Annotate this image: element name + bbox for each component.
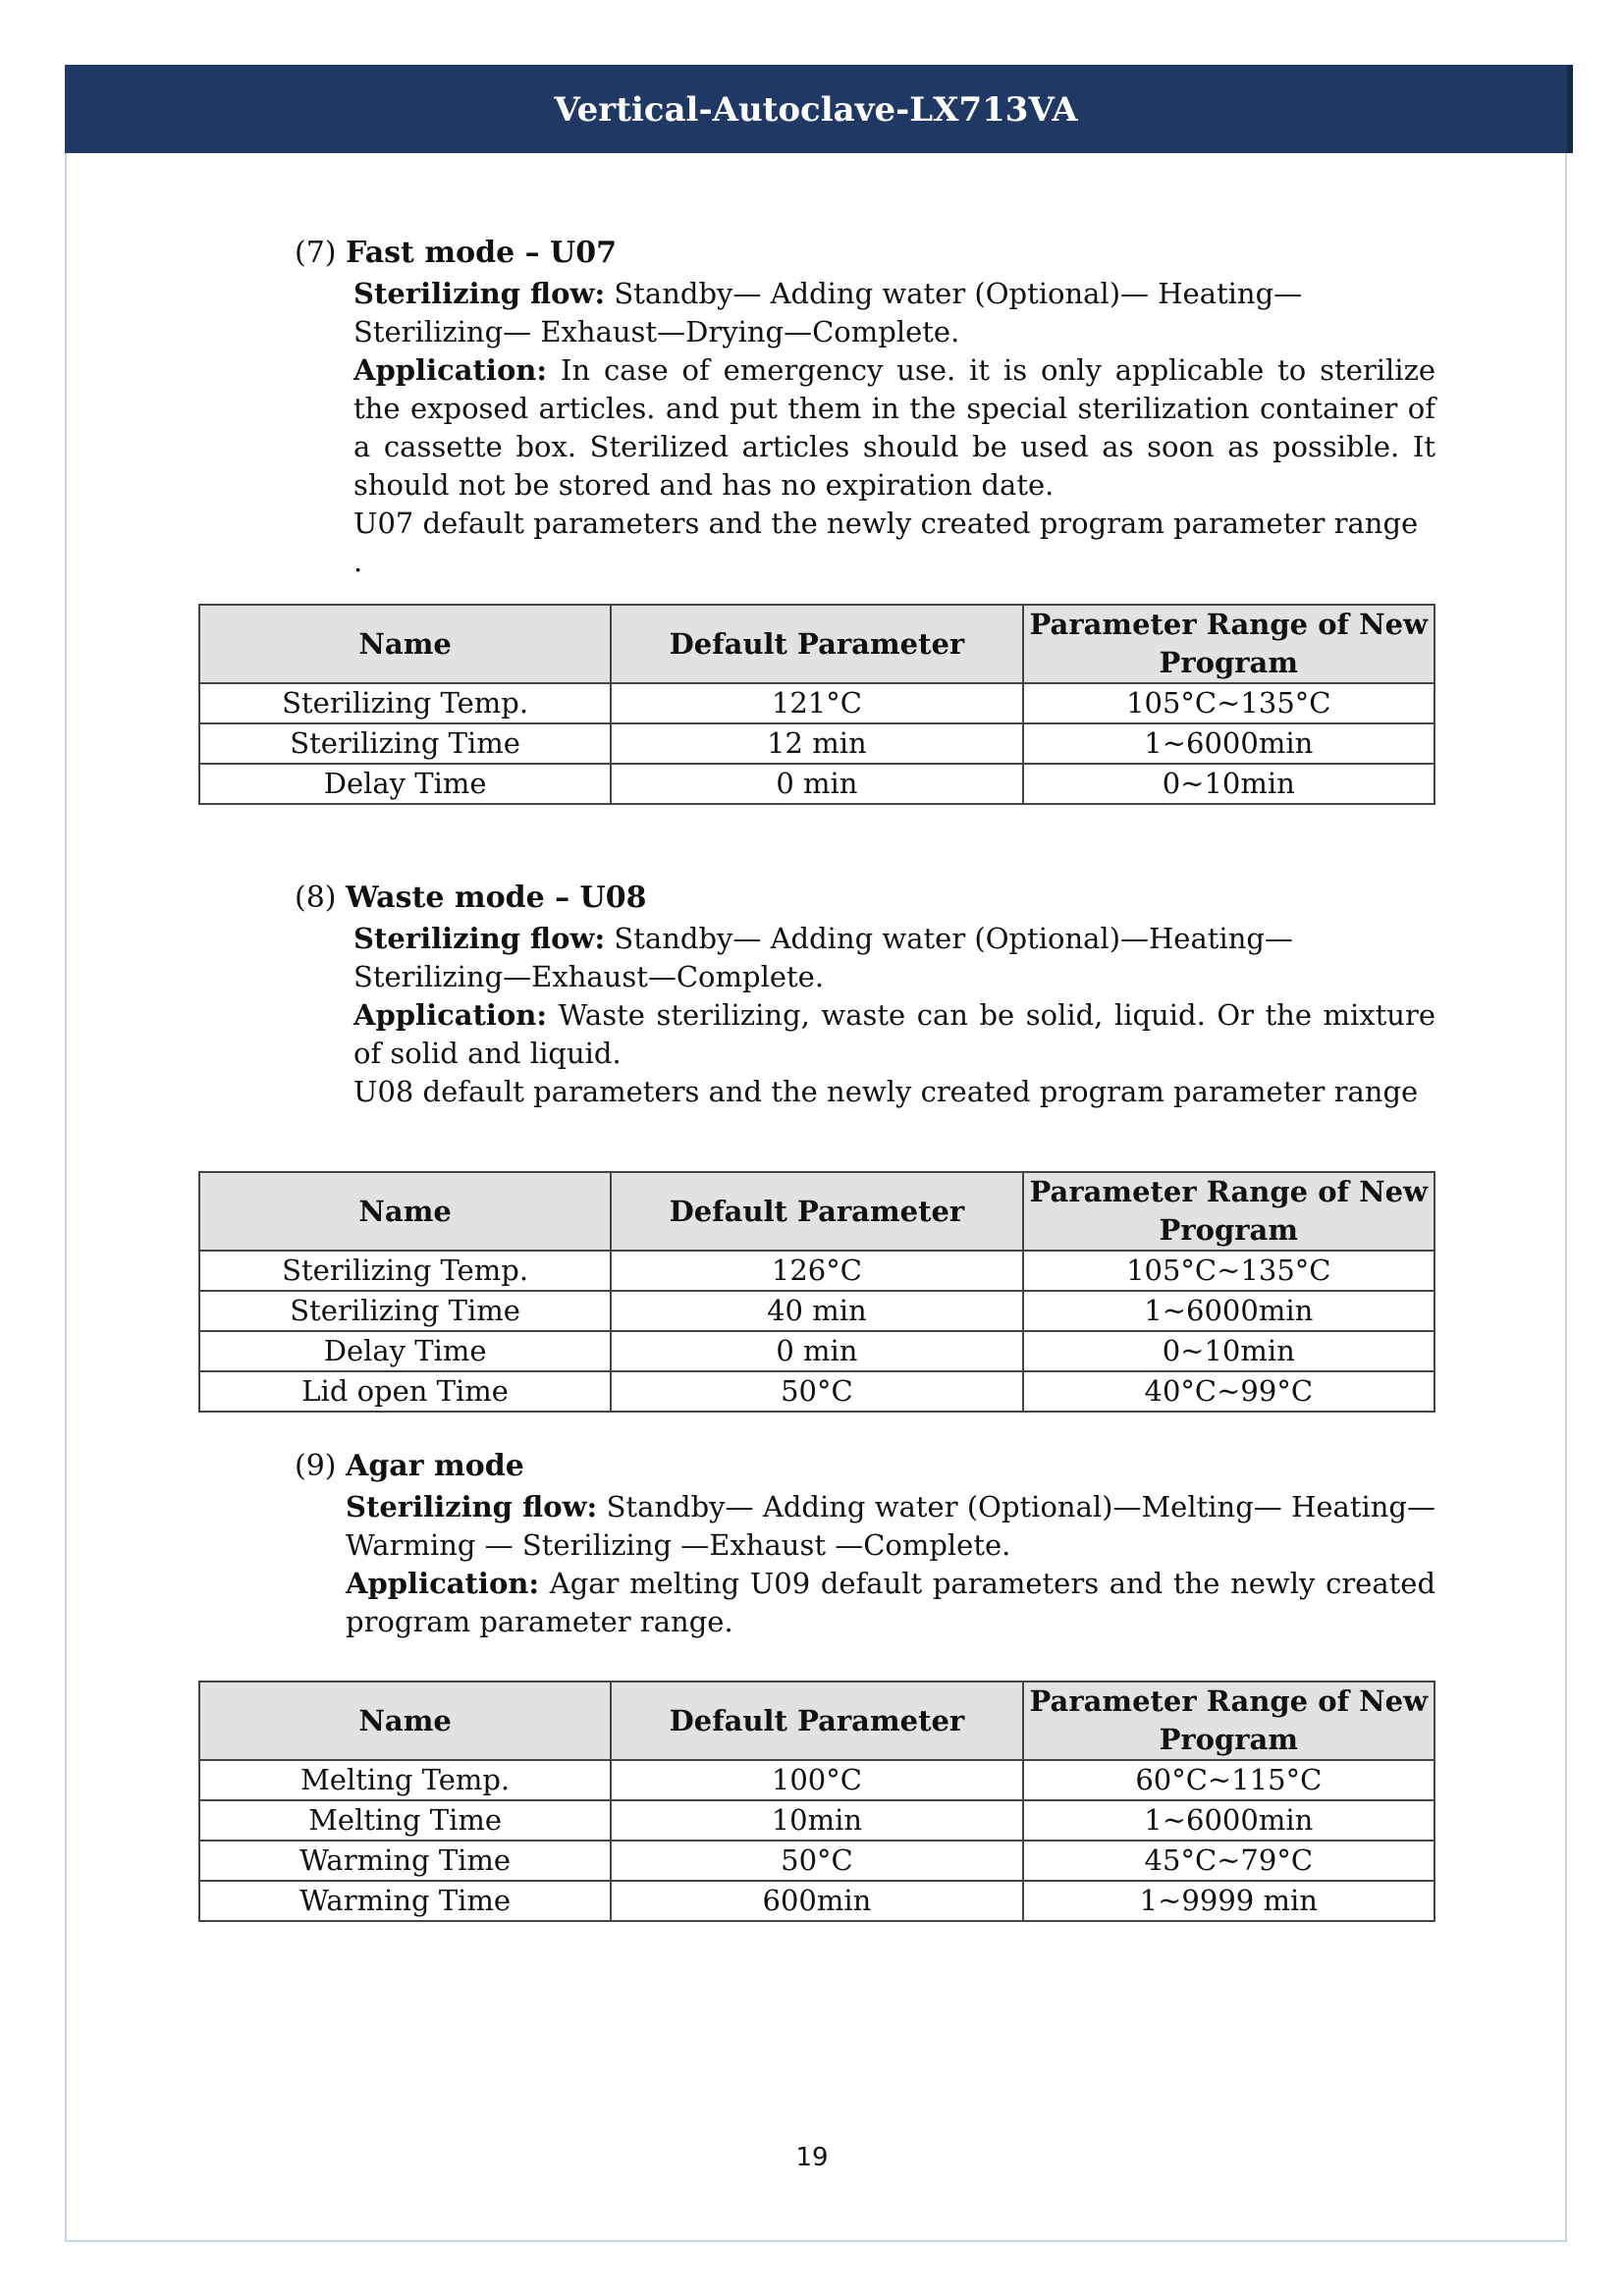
section-title-u08: [295, 881, 646, 915]
column-header: Parameter Range of New Program: [1023, 605, 1435, 683]
table-header-row: [199, 1172, 1435, 1251]
flow-paragraph-u07: [353, 275, 1435, 351]
table-cell: Delay Time: [199, 764, 611, 804]
column-header: Name: [199, 1172, 611, 1251]
flow-paragraph-u08: [353, 920, 1435, 996]
table-cell: Lid open Time: [199, 1371, 611, 1412]
table-row: [199, 1291, 1435, 1331]
table-row: [199, 683, 1435, 723]
table-cell: 126°C: [611, 1251, 1022, 1291]
table-cell: 12 min: [611, 723, 1022, 764]
table-cell: Sterilizing Temp.: [199, 683, 611, 723]
table-header-row: [199, 605, 1435, 683]
table-cell: 1~6000min: [1023, 1800, 1435, 1841]
section-heading: Agar mode: [346, 1449, 524, 1483]
application-paragraph-u08: [353, 996, 1435, 1073]
table-row: [199, 1331, 1435, 1371]
section-number: (8): [295, 881, 337, 915]
table-row: [199, 1841, 1435, 1881]
application-label: Application:: [353, 353, 548, 387]
table-cell: 105°C~135°C: [1023, 1251, 1435, 1291]
table-cell: 45°C~79°C: [1023, 1841, 1435, 1881]
section-title-u07: [295, 236, 617, 270]
table-cell: 0 min: [611, 764, 1022, 804]
flow-label: Sterilizing flow:: [353, 277, 606, 310]
table-row: [199, 764, 1435, 804]
table-row: [199, 1251, 1435, 1291]
table-row: [199, 1800, 1435, 1841]
section-heading: Waste mode – U08: [346, 881, 647, 915]
application-label: Application:: [346, 1567, 540, 1600]
table-cell: Sterilizing Temp.: [199, 1251, 611, 1291]
parameter-table-u08: [198, 1171, 1435, 1413]
table-cell: 1~6000min: [1023, 723, 1435, 764]
table-row: [199, 1760, 1435, 1800]
parameter-note-u08: U08 default parameters and the newly created program parameter range: [353, 1075, 1419, 1108]
table-cell: 600min: [611, 1881, 1022, 1921]
application-label: Application:: [353, 998, 548, 1032]
table-cell: 121°C: [611, 683, 1022, 723]
column-header: Name: [199, 605, 611, 683]
flow-text: Sterilizing— Exhaust—Drying—Complete.: [353, 315, 960, 348]
table-cell: 100°C: [611, 1760, 1022, 1800]
column-header: Name: [199, 1682, 611, 1760]
column-header: Parameter Range of New Program: [1023, 1682, 1435, 1760]
table-header-row: [199, 1682, 1435, 1760]
section-title-agar: [295, 1449, 524, 1483]
flow-text: Sterilizing—Exhaust—Complete.: [353, 960, 825, 993]
column-header: Parameter Range of New Program: [1023, 1172, 1435, 1251]
table-cell: 0 min: [611, 1331, 1022, 1371]
table-cell: 1~6000min: [1023, 1291, 1435, 1331]
table-cell: 40°C~99°C: [1023, 1371, 1435, 1412]
page-number: 19: [795, 2143, 829, 2172]
column-header: Default Parameter: [611, 605, 1022, 683]
table-cell: Delay Time: [199, 1331, 611, 1371]
table-cell: 10min: [611, 1800, 1022, 1841]
column-header: Default Parameter: [611, 1172, 1022, 1251]
table-cell: 1~9999 min: [1023, 1881, 1435, 1921]
table-cell: 50°C: [611, 1841, 1022, 1881]
table-cell: Warming Time: [199, 1841, 611, 1881]
flow-text: Standby— Adding water (Optional)— Heating—: [614, 277, 1303, 310]
application-paragraph-u07: [353, 351, 1435, 505]
table-cell: Melting Temp.: [199, 1760, 611, 1800]
parameter-table-u07: [198, 604, 1435, 805]
column-header: Default Parameter: [611, 1682, 1022, 1760]
table-cell: 40 min: [611, 1291, 1022, 1331]
application-text: Agar melting U09 default parameters and the newly created program parameter range.: [346, 1567, 1436, 1638]
table-row: [199, 1371, 1435, 1412]
application-text: Waste sterilizing, waste can be solid, liquid. Or the mixture of solid and liquid.: [353, 998, 1436, 1070]
section-number: (9): [295, 1449, 337, 1483]
flow-label: Sterilizing flow:: [353, 922, 606, 955]
table-cell: 50°C: [611, 1371, 1022, 1412]
table-cell: Melting Time: [199, 1800, 611, 1841]
table-cell: Sterilizing Time: [199, 723, 611, 764]
table-cell: 0~10min: [1023, 764, 1435, 804]
table-row: [199, 723, 1435, 764]
table-cell: Warming Time: [199, 1881, 611, 1921]
table-cell: 60°C~115°C: [1023, 1760, 1435, 1800]
application-text: In case of emergency use. it is only applicable to sterilize the exposed articles. and put them in the special sterilization container of a cassette box. Sterilized articles should be used as soon as possible. It should not be stored and has no expiration date.: [353, 353, 1436, 502]
table-row: [199, 1881, 1435, 1921]
section-number: (7): [295, 236, 337, 270]
table-cell: 0~10min: [1023, 1331, 1435, 1371]
flow-text: Standby— Adding water (Optional)—Heating—: [614, 922, 1293, 955]
flow-label: Sterilizing flow:: [346, 1490, 598, 1523]
table-cell: Sterilizing Time: [199, 1291, 611, 1331]
flow-text: Standby— Adding water (Optional)—Melting— Heating—Warming — Sterilizing —Exhaust —Complete.: [346, 1490, 1435, 1562]
document-header: Vertical-Autoclave-LX713VA: [65, 65, 1573, 153]
application-paragraph-agar: [346, 1565, 1435, 1641]
parameter-note-u07: U07 default parameters and the newly created program parameter range .: [353, 507, 1419, 578]
table-cell: 105°C~135°C: [1023, 683, 1435, 723]
flow-paragraph-agar: [346, 1488, 1435, 1565]
parameter-table-agar: [198, 1681, 1435, 1922]
section-heading: Fast mode – U07: [346, 236, 617, 270]
